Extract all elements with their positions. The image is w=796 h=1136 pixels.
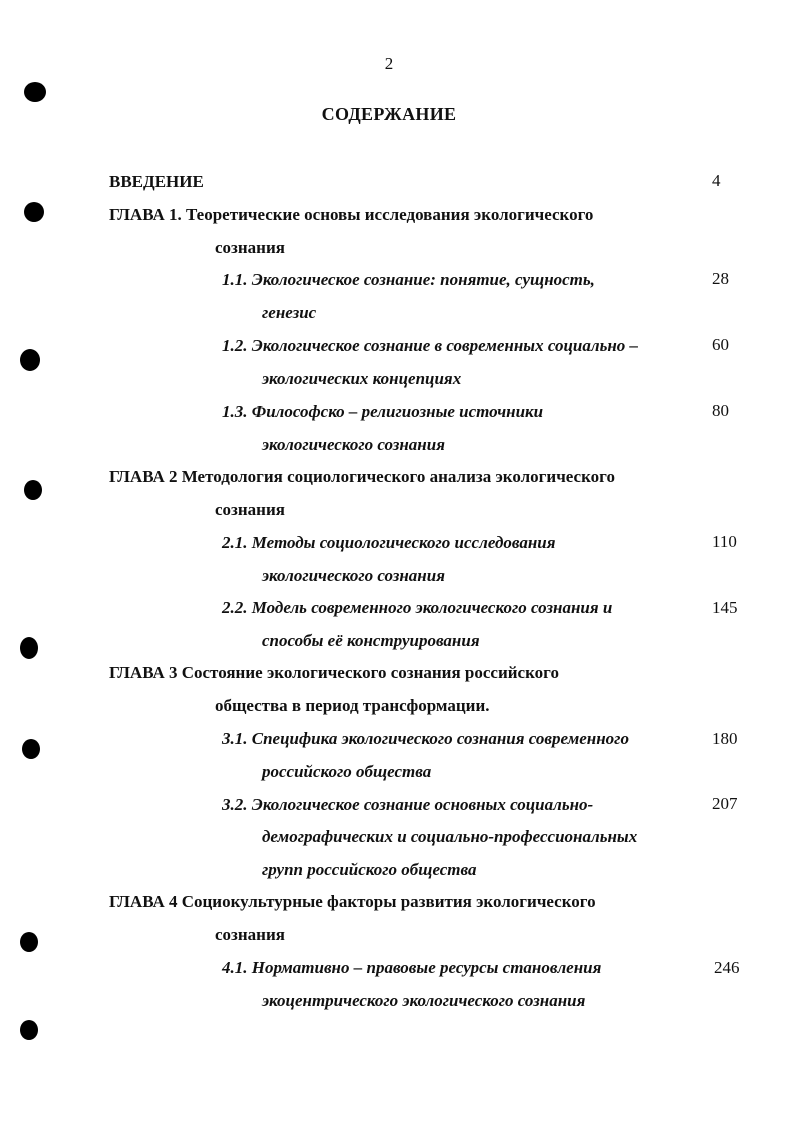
- toc-chapter-2: ГЛАВА 2 Методология социологического анализа экологического: [109, 467, 615, 486]
- toc-section-1-3: 1.3. Философско – религиозные источники: [222, 402, 544, 421]
- punch-hole: [20, 349, 40, 371]
- toc-section-2-2: 2.2. Модель современного экологического сознания и: [222, 598, 613, 617]
- toc-chapter-4-cont: сознания: [215, 925, 285, 944]
- toc-section-3-1: 3.1. Специфика экологического сознания современного: [222, 729, 629, 748]
- toc-entry-intro: ВВЕДЕНИЕ: [109, 172, 204, 191]
- toc-chapter-1: ГЛАВА 1. Теоретические основы исследования экологического: [109, 205, 594, 224]
- toc-section-3-1-cont: российского общества: [262, 762, 432, 781]
- toc-page-2-1: 110: [712, 532, 737, 551]
- toc-page-intro: 4: [712, 171, 721, 190]
- toc-page-2-2: 145: [712, 598, 738, 617]
- toc-section-4-1-cont: экоцентрического экологического сознания: [262, 991, 586, 1010]
- punch-hole: [24, 202, 44, 222]
- page-number: 2: [384, 54, 394, 73]
- toc-page-1-1: 28: [712, 269, 729, 288]
- toc-section-1-1-cont: генезис: [262, 303, 317, 322]
- toc-section-2-2-cont: способы её конструирования: [262, 631, 480, 650]
- toc-chapter-3: ГЛАВА 3 Состояние экологического сознания российского: [109, 663, 559, 682]
- punch-hole: [20, 637, 38, 659]
- toc-section-1-2-cont: экологических концепциях: [262, 369, 462, 388]
- toc-page-4-1: 246: [714, 958, 740, 977]
- page-title: СОДЕРЖАНИЕ: [321, 104, 457, 124]
- toc-section-1-2: 1.2. Экологическое сознание в современных социально –: [222, 336, 639, 355]
- toc-chapter-2-cont: сознания: [215, 500, 285, 519]
- punch-hole: [22, 739, 40, 759]
- toc-section-1-1: 1.1. Экологическое сознание: понятие, сущность,: [222, 270, 595, 289]
- toc-section-4-1: 4.1. Нормативно – правовые ресурсы становления: [222, 958, 602, 977]
- toc-chapter-4: ГЛАВА 4 Социокультурные факторы развития экологического: [109, 892, 596, 911]
- toc-page-1-3: 80: [712, 401, 729, 420]
- toc-page-3-1: 180: [712, 729, 738, 748]
- toc-section-3-2: 3.2. Экологическое сознание основных социально-: [222, 795, 594, 814]
- toc-page-3-2: 207: [712, 794, 738, 813]
- punch-hole: [20, 932, 38, 952]
- toc-chapter-1-cont: сознания: [215, 238, 285, 257]
- toc-section-3-2-cont2: групп российского общества: [262, 860, 477, 879]
- punch-hole: [24, 82, 46, 102]
- toc-chapter-3-cont: общества в период трансформации.: [215, 696, 490, 715]
- toc-section-3-2-cont: демографических и социально-профессиональных: [262, 827, 638, 846]
- toc-page-1-2: 60: [712, 335, 729, 354]
- punch-hole: [20, 1020, 38, 1040]
- punch-hole: [24, 480, 42, 500]
- toc-section-1-3-cont: экологического сознания: [262, 435, 445, 454]
- toc-section-2-1: 2.1. Методы социологического исследования: [222, 533, 556, 552]
- toc-section-2-1-cont: экологического сознания: [262, 566, 445, 585]
